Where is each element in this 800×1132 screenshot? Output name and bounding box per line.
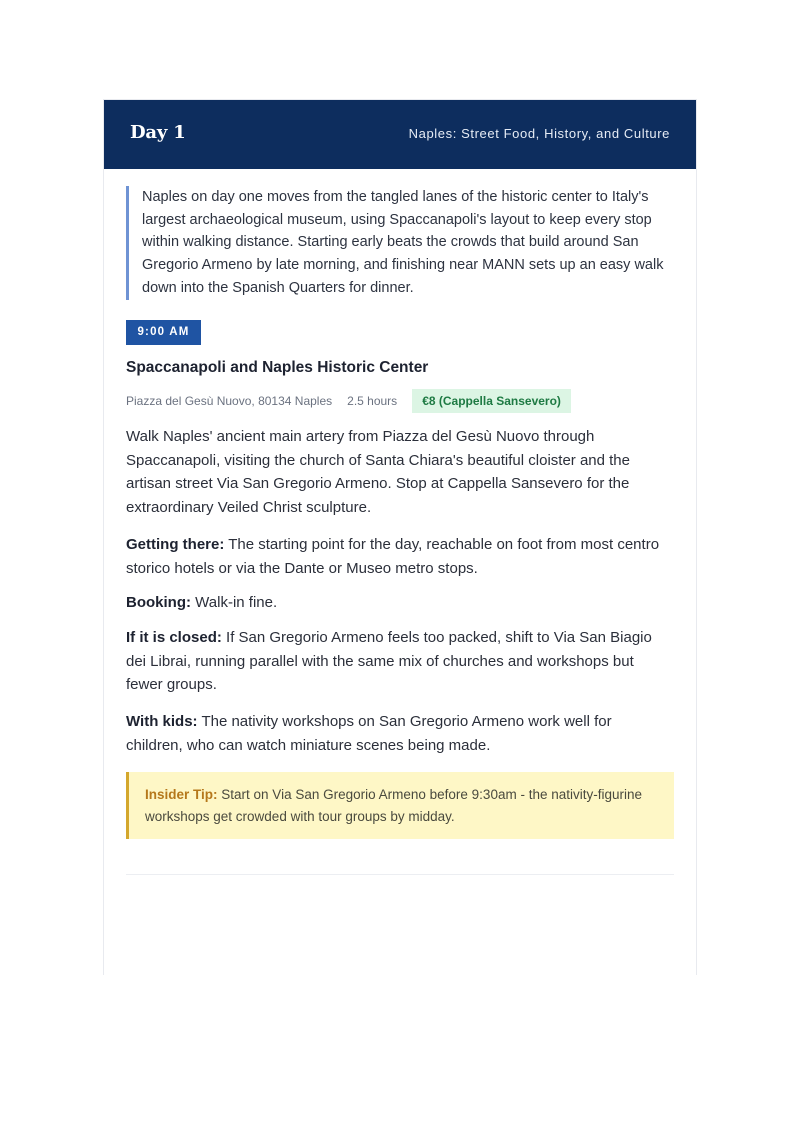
day-title: Day 1 <box>130 122 186 143</box>
insider-tip-label: Insider Tip: <box>145 787 218 802</box>
kids-text: The nativity workshops on San Gregorio Armeno work well for children, who can watch miniature scenes being made. <box>126 713 612 754</box>
kids-paragraph <box>126 710 666 757</box>
getting-there-text: The starting point for the day, reachable on foot from most centro storico hotels or via the Dante or Museo metro stops. <box>126 536 660 577</box>
activity-meta <box>126 389 571 413</box>
day-header <box>104 100 696 169</box>
price-badge: €8 (Cappella Sansevero) <box>412 389 571 413</box>
section-divider <box>126 874 674 875</box>
kids-label: With kids: <box>126 713 198 730</box>
day-card <box>103 99 697 975</box>
booking-text: Walk-in fine. <box>195 594 278 611</box>
activity-duration: 2.5 hours <box>347 394 398 408</box>
time-badge: 9:00 AM <box>126 320 201 345</box>
activity-title: Spaccanapoli and Naples Historic Center <box>126 359 429 376</box>
booking-label: Booking: <box>126 594 191 611</box>
closed-label: If it is closed: <box>126 629 222 646</box>
booking-paragraph <box>126 591 666 615</box>
day-intro: Naples on day one moves from the tangled lanes of the historic center to Italy's largest archaeological museum, using Spaccanapoli's layout to keep every stop within walking distance. Starting early beats the crowds that build around San Gregorio Armeno by late morning, and finishing near MANN sets up an easy walk down into the Spanish Quarters for dinner. <box>126 186 667 300</box>
insider-tip-text: Start on Via San Gregorio Armeno before 9:30am - the nativity-figurine workshops get crowded with tour groups by midday. <box>145 787 643 824</box>
closed-text: If San Gregorio Armeno feels too packed, shift to Via San Biagio dei Librai, running parallel with the same mix of churches and workshops but fewer groups. <box>126 629 652 693</box>
closed-paragraph <box>126 626 666 697</box>
getting-there-paragraph <box>126 533 666 580</box>
activity-address: Piazza del Gesù Nuovo, 80134 Naples <box>126 394 333 408</box>
insider-tip <box>126 772 674 839</box>
day-subtitle: Naples: Street Food, History, and Culture <box>408 126 670 141</box>
activity-description: Walk Naples' ancient main artery from Piazza del Gesù Nuovo through Spaccanapoli, visiting the church of Santa Chiara's beautiful cloister and the artisan street Via San Gregorio Armeno. Stop at Cappella Sansevero for the extraordinary Veiled Christ sculpture. <box>126 428 630 516</box>
getting-there-label: Getting there: <box>126 536 225 553</box>
